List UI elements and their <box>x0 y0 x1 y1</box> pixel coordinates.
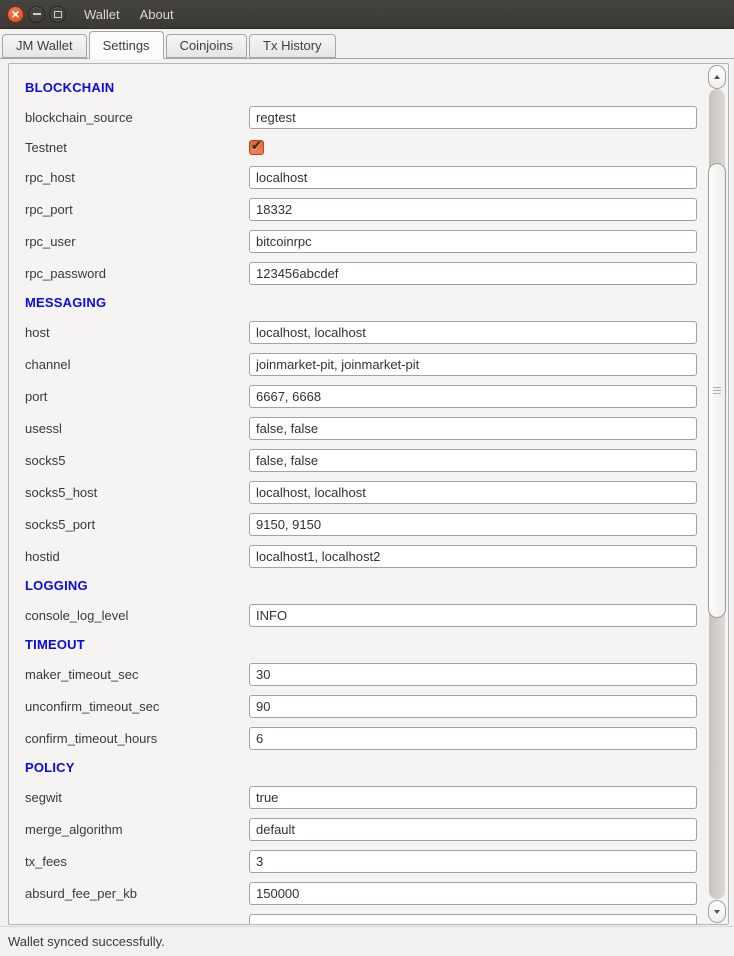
field-input-merge-algorithm[interactable] <box>249 818 697 841</box>
field-label-console-log-level: console_log_level <box>25 607 129 623</box>
section-title-policy: POLICY <box>25 760 75 775</box>
settings-form <box>9 64 706 924</box>
field-input-rpc-user[interactable] <box>249 230 697 253</box>
settings-row <box>25 690 706 722</box>
field-input-blockchain-source[interactable] <box>249 106 697 129</box>
field-label-blockchain-source: blockchain_source <box>25 109 133 125</box>
settings-scroll-area <box>8 63 729 925</box>
field-input[interactable] <box>249 914 697 925</box>
field-label-confirm-timeout-hours: confirm_timeout_hours <box>25 730 158 746</box>
maximize-icon <box>54 11 62 18</box>
settings-row <box>25 781 706 813</box>
field-input-absurd-fee-per-kb[interactable] <box>249 882 697 905</box>
field-input-host[interactable] <box>249 321 697 344</box>
maximize-button[interactable] <box>49 6 66 23</box>
arrow-up-icon <box>714 75 720 79</box>
settings-row <box>25 316 706 348</box>
titlebar <box>0 0 734 29</box>
field-label-socks5: socks5 <box>25 452 66 468</box>
settings-row <box>25 193 706 225</box>
settings-row <box>25 877 706 909</box>
menu-wallet[interactable]: Wallet <box>84 6 120 22</box>
field-label-absurd-fee-per-kb: absurd_fee_per_kb <box>25 885 138 901</box>
field-label-merge-algorithm: merge_algorithm <box>25 821 123 837</box>
tab-coinjoins[interactable]: Coinjoins <box>166 34 247 58</box>
field-input-console-log-level[interactable] <box>249 604 697 627</box>
field-input-rpc-port[interactable] <box>249 198 697 221</box>
scroll-down-button[interactable] <box>708 900 726 923</box>
tabbar <box>0 29 734 59</box>
settings-row <box>25 813 706 845</box>
field-label-rpc-user: rpc_user <box>25 233 76 249</box>
field-input-socks5-host[interactable] <box>249 481 697 504</box>
scroll-up-button[interactable] <box>708 65 726 89</box>
settings-row <box>25 508 706 540</box>
field-input-channel[interactable] <box>249 353 697 376</box>
section-title-blockchain: BLOCKCHAIN <box>25 80 115 95</box>
section-title-timeout: TIMEOUT <box>25 637 85 652</box>
settings-row <box>25 540 706 572</box>
field-input-rpc-host[interactable] <box>249 166 697 189</box>
settings-row <box>25 257 706 289</box>
settings-row <box>25 101 706 133</box>
settings-row <box>25 161 706 193</box>
minimize-button[interactable] <box>28 6 45 23</box>
settings-row <box>25 845 706 877</box>
tab-settings[interactable]: Settings <box>89 31 164 59</box>
menubar <box>84 7 174 22</box>
check-icon: ✔ <box>251 138 262 153</box>
field-label-port: port <box>25 388 48 404</box>
vertical-scrollbar[interactable] <box>706 64 728 924</box>
arrow-down-icon <box>714 910 720 914</box>
status-text: Wallet synced successfully. <box>8 934 165 949</box>
settings-row <box>25 658 706 690</box>
field-label-maker-timeout-sec: maker_timeout_sec <box>25 666 139 682</box>
field-label-host: host <box>25 324 50 340</box>
field-label-rpc-password: rpc_password <box>25 265 106 281</box>
field-input-socks5-port[interactable] <box>249 513 697 536</box>
field-input-rpc-password[interactable] <box>249 262 697 285</box>
menu-about[interactable]: About <box>139 6 174 22</box>
field-label-usessl: usessl <box>25 420 62 436</box>
field-input-hostid[interactable] <box>249 545 697 568</box>
settings-row <box>25 412 706 444</box>
field-label-socks5-port: socks5_port <box>25 516 96 532</box>
settings-row <box>25 722 706 754</box>
window-buttons <box>7 6 70 23</box>
settings-row <box>25 909 706 924</box>
field-label-tx-fees: tx_fees <box>25 853 67 869</box>
section-title-messaging: MESSAGING <box>25 295 107 310</box>
close-button[interactable] <box>7 6 24 23</box>
field-label-socks5-host: socks5_host <box>25 484 98 500</box>
settings-row <box>25 225 706 257</box>
testnet-checkbox[interactable] <box>249 140 264 155</box>
minimize-icon <box>33 13 41 15</box>
field-input-tx-fees[interactable] <box>249 850 697 873</box>
field-input-segwit[interactable] <box>249 786 697 809</box>
field-label-testnet: Testnet <box>25 139 67 155</box>
settings-row <box>25 348 706 380</box>
field-label-rpc-port: rpc_port <box>25 201 73 217</box>
settings-row <box>25 476 706 508</box>
grip-icon <box>713 387 721 395</box>
field-label-channel: channel <box>25 356 71 372</box>
settings-row <box>25 599 706 631</box>
field-input-confirm-timeout-hours[interactable] <box>249 727 697 750</box>
settings-row <box>25 133 706 161</box>
field-input-socks5[interactable] <box>249 449 697 472</box>
field-input-usessl[interactable] <box>249 417 697 440</box>
field-label-segwit: segwit <box>25 789 62 805</box>
field-label-rpc-host: rpc_host <box>25 169 75 185</box>
tab-jm-wallet[interactable]: JM Wallet <box>2 34 87 58</box>
scrollbar-thumb[interactable] <box>708 163 726 618</box>
section-title-logging: LOGGING <box>25 578 88 593</box>
settings-row <box>25 380 706 412</box>
settings-row <box>25 444 706 476</box>
tab-tx-history[interactable]: Tx History <box>249 34 336 58</box>
statusbar <box>0 926 734 956</box>
field-input-maker-timeout-sec[interactable] <box>249 663 697 686</box>
field-label-unconfirm-timeout-sec: unconfirm_timeout_sec <box>25 698 160 714</box>
field-input-port[interactable] <box>249 385 697 408</box>
field-input-unconfirm-timeout-sec[interactable] <box>249 695 697 718</box>
close-icon <box>11 7 19 22</box>
field-label-hostid: hostid <box>25 548 60 564</box>
